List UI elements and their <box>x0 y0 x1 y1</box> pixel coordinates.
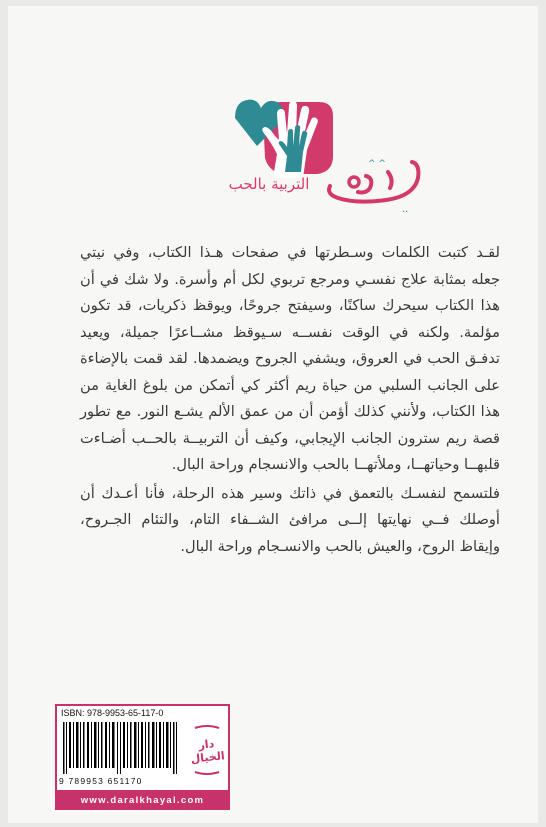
svg-text:..: .. <box>402 204 409 214</box>
svg-text:^ ^: ^ ^ <box>368 159 386 169</box>
reem-brand-logo <box>308 152 428 214</box>
tagline: التربية بالحب <box>228 175 310 193</box>
isbn-barcode-box <box>55 704 230 792</box>
blurb-paragraph-1: لقـد كتبت الكلمات وسـطرتها في صفحات هـذا الكتاب، وفي نيتي جعله بمثابة علاج نفسـي ومرجع تربوي لكل أم وأسرة. ولا شك في أن هذا الكتاب سيحرك ساكنًا، وسيفتح جروحًا، ويوقظ ذكريات، قد تكون مؤلمة. ولكنه في الوقت نفســه سـيوقظ مشــاعرًا جميلة، ويعيد تدفـق الحب في العروق، ويشفي الجروح ويضمدها. لقد قمت بالإضاءة على الجانب السلبي من حياة ريم أكثر كي أتمكن من بلوغ الغاية من هذا الكتاب، ولأنني كذلك أؤمن أن من عمق الألم يشـع النور. مع تطور قصة ريم سترون الجانب الإيجابي، وكيف أن التربيــة بالحــب أضـاءت قلبهــا وحياتهــا، وملأتهــا بالحب والانسجام وراحة البال. <box>80 244 500 473</box>
publisher-website-link[interactable]: www.daralkhayal.com <box>55 792 230 810</box>
isbn-number: ISBN: 978-9953-65-117-0 <box>61 708 164 718</box>
back-cover <box>8 6 538 823</box>
back-cover-blurb <box>80 240 500 560</box>
blurb-paragraph-2: فلتسمح لنفسـك بالتعمق في ذاتك وسير هذه الرحلة، فأنا أعـدك أن أوصلك فــي نهايتها إلــى مرافئ الشــفاء التام، والتئام الجـروح، وإيقاظ الروح، والعيش بالحب والانسـجام وراحة البال. <box>80 484 500 555</box>
barcode-digits: 9 789953 651170 <box>59 776 143 786</box>
publisher-name: دار الخيال <box>190 737 226 766</box>
barcode-icon <box>61 722 181 774</box>
